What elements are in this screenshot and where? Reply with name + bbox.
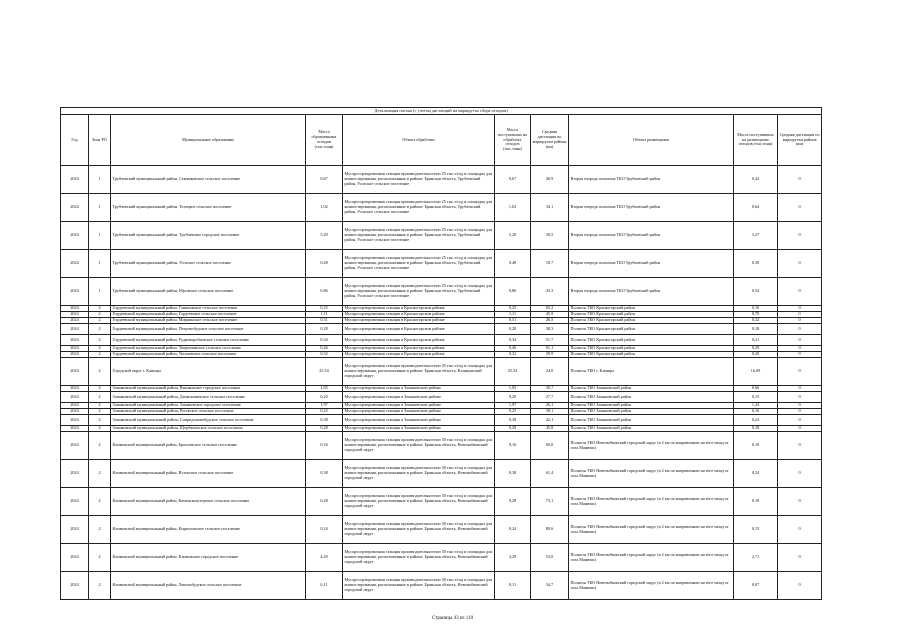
cell-mass-processing: 0,34 [495,335,531,346]
cell-year: 2024 [61,324,89,335]
cell-mass-placement: 0,42 [734,166,778,194]
cell-mass-generated: 0,34 [306,335,343,346]
cell-year: 2024 [61,222,89,250]
cell-municipality: Гордеевский муниципальный район, Мирнинское сельское поселение [111,318,306,324]
cell-mass-placement: 0,16 [734,409,778,415]
header-placement-distance: Средняя дистанция по маршрутам района (км) [778,115,822,166]
cell-processing-object: Мусоросортировочная станция производительностью 30 тыс.т/год и площадка для компостирования, расположенные в районе: Брянская область, Новозыбковский городской округ [343,432,495,460]
cell-year: 2024 [61,392,89,403]
cell-placement-distance: 0 [778,415,822,426]
cell-avg-distance: 61,1 [531,346,569,352]
cell-avg-distance: 42,1 [531,415,569,426]
cell-avg-distance: 65,2 [531,306,569,312]
cell-placement-distance: 0 [778,426,822,432]
cell-placement-distance: 0 [778,432,822,460]
cell-mass-processing: 0,28 [495,426,531,432]
cell-avg-distance: 24,0 [531,358,569,386]
cell-placement-distance: 0 [778,488,822,516]
table-row [61,392,822,403]
cell-placement-distance: 0 [778,352,822,358]
cell-mass-processing: 0,32 [495,352,531,358]
cell-placement-object: Вторая очередь полигона ТКО Трубчевский район [569,166,734,194]
cell-mass-processing: 0,11 [495,572,531,600]
cell-mass-processing: 0,38 [495,460,531,488]
cell-mass-processing: 1,05 [495,386,531,392]
table-title: Детализация потока (с учетом дистанций на маршрутах сбора отходов) [61,108,822,115]
header-mass-processing: Масса поступивших на обработку отходов (тыс.тонн) [495,115,531,166]
cell-placement-object: Полигон ТКО Злынковский район [569,409,734,415]
cell-processing-object: Мусоросортировочная станция в Злынковском районе [343,392,495,403]
cell-placement-object: Полигон ТКО Красногорский район [569,346,734,352]
table-row [61,335,822,346]
cell-mass-processing: 1,02 [495,194,531,222]
cell-year: 2024 [61,426,89,432]
header-zone: Зона РО [89,115,111,166]
page-number: Страница 43 из 110 [431,616,474,621]
cell-zone: 2 [89,572,111,600]
cell-mass-placement: 16,09 [734,358,778,386]
cell-placement-object: Полигон ТКО Злынковский район [569,386,734,392]
cell-year: 2024 [61,306,89,312]
cell-mass-processing: 0,24 [495,516,531,544]
cell-placement-object: Полигон ТКО Новозыбковский городской округ (в 2 км по направлению на юго-запад от села Манюки) [569,488,734,516]
cell-placement-distance: 0 [778,335,822,346]
cell-mass-processing: 0,25 [495,306,531,312]
cell-year: 2024 [61,432,89,460]
table-row [61,516,822,544]
cell-mass-generated: 0,25 [306,306,343,312]
cell-mass-placement: 0,15 [734,516,778,544]
cell-placement-object: Вторая очередь полигона ТКО Трубчевский район [569,222,734,250]
cell-avg-distance: 73,1 [531,488,569,516]
cell-zone: 2 [89,346,111,352]
cell-zone: 2 [89,426,111,432]
cell-placement-object: Вторая очередь полигона ТКО Трубчевский район [569,278,734,306]
table-row [61,460,822,488]
cell-placement-distance: 0 [778,516,822,544]
table-row [61,488,822,516]
cell-placement-distance: 0 [778,544,822,572]
header-avg-distance: Средняя дистанция по маршрутам района (км) [531,115,569,166]
cell-mass-placement: 0,70 [734,312,778,318]
cell-year: 2024 [61,415,89,426]
cell-processing-object: Мусоросортировочная станция производительностью 25 тыс.т/год и площадка для компостирования, расположенные в районе: Брянская область, Трубчевский район, Усохское сельское поселение [343,278,495,306]
cell-mass-placement: 2,71 [734,544,778,572]
cell-municipality: Гордеевский муниципальный район, Петровобудское сельское поселение [111,324,306,335]
cell-avg-distance: 34,1 [531,194,569,222]
header-row [61,115,822,166]
cell-zone: 2 [89,352,111,358]
cell-mass-processing: 4,29 [495,544,531,572]
cell-avg-distance: 61,4 [531,460,569,488]
cell-placement-distance: 0 [778,312,822,318]
cell-mass-processing: 0,28 [495,488,531,516]
cell-processing-object: Мусоросортировочная станция производительностью 30 тыс.т/год и площадка для компостирования, расположенные в районе: Брянская область, Новозыбковский городской округ [343,516,495,544]
cell-mass-generated: 0,48 [306,250,343,278]
cell-processing-object: Мусоросортировочная станция производительностью 45 тыс.т/год и площадка для компостирования, расположенные в районе: Брянская область, Клинцовский городской округ [343,358,495,386]
cell-municipality: Злынковский муниципальный район, Денисковичское сельское поселение [111,392,306,403]
cell-municipality: Климовский муниципальный район, Кирилловское сельское поселение [111,516,306,544]
cell-placement-distance: 0 [778,306,822,312]
cell-zone: 2 [89,415,111,426]
cell-placement-object: Полигон ТКО Новозыбковский городской округ (в 2 км по направлению на юго-запад от села Манюки) [569,460,734,488]
cell-mass-generated: 0,24 [306,516,343,544]
cell-year: 2024 [61,278,89,306]
cell-mass-processing: 1,11 [495,312,531,318]
cell-processing-object: Мусоросортировочная станция в Красногорском районе [343,324,495,335]
cell-processing-object: Мусоросортировочная станция производительностью 30 тыс.т/год и площадка для компостирования, расположенные в районе: Брянская область, Новозыбковский городской округ [343,544,495,572]
cell-mass-placement: 0,30 [734,250,778,278]
cell-municipality: Трубчевский муниципальный район, Семячковское сельское поселение [111,166,306,194]
cell-zone: 2 [89,386,111,392]
cell-municipality: Городской округ г. Клинцы [111,358,306,386]
cell-placement-distance: 0 [778,409,822,415]
cell-mass-generated: 0,67 [306,166,343,194]
cell-mass-processing: 0,46 [495,346,531,352]
cell-placement-object: Полигон ТКО Злынковский район [569,415,734,426]
cell-zone: 2 [89,335,111,346]
table-body [61,166,822,600]
cell-placement-object: Полигон ТКО Новозыбковский городской округ (в 2 км по направлению на юго-запад от села Манюки) [569,516,734,544]
cell-placement-object: Полигон ТКО г. Клинцы [569,358,734,386]
cell-year: 2024 [61,318,89,324]
cell-placement-distance: 0 [778,318,822,324]
cell-municipality: Злынковский муниципальный район, Злынковское городское поселение [111,403,306,409]
cell-mass-placement: 0,21 [734,335,778,346]
cell-placement-object: Полигон ТКО Красногорский район [569,318,734,324]
table-row [61,572,822,600]
cell-year: 2024 [61,250,89,278]
cell-processing-object: Мусоросортировочная станция в Красногорском районе [343,318,495,324]
cell-processing-object: Мусоросортировочная станция в Злынковском районе [343,403,495,409]
cell-mass-generated: 0,28 [306,426,343,432]
cell-processing-object: Мусоросортировочная станция производительностью 25 тыс.т/год и площадка для компостирования, расположенные в районе: Брянская область, Трубчевский район, Усохское сельское поселение [343,250,495,278]
cell-placement-distance: 0 [778,194,822,222]
cell-mass-processing: 0,20 [495,392,531,403]
cell-municipality: Гордеевский муниципальный район, Уношевское сельское поселение [111,352,306,358]
cell-mass-generated: 0,28 [306,324,343,335]
table-row [61,415,822,426]
cell-year: 2024 [61,194,89,222]
cell-municipality: Климовский муниципальный район, Климовское городское поселение [111,544,306,572]
cell-placement-distance: 0 [778,278,822,306]
cell-placement-object: Полигон ТКО Новозыбковский городской округ (в 2 км по направлению на юго-запад от села Манюки) [569,544,734,572]
cell-avg-distance: 18,7 [531,250,569,278]
cell-avg-distance: 26,1 [531,403,569,409]
cell-avg-distance: 40,9 [531,166,569,194]
table-row [61,194,822,222]
cell-mass-generated: 0,51 [306,318,343,324]
cell-placement-object: Вторая очередь полигона ТКО Трубчевский район [569,194,734,222]
cell-mass-generated: 0,28 [306,488,343,516]
cell-mass-placement: 0,66 [734,386,778,392]
cell-mass-placement: 0,16 [734,306,778,312]
cell-zone: 2 [89,312,111,318]
cell-zone: 2 [89,432,111,460]
table-row [61,544,822,572]
cell-processing-object: Мусоросортировочная станция в Красногорском районе [343,346,495,352]
cell-avg-distance: 45,9 [531,312,569,318]
cell-mass-generated: 0,32 [306,352,343,358]
cell-processing-object: Мусоросортировочная станция производительностью 25 тыс.т/год и площадка для компостирования, расположенные в районе: Брянская область, Трубчевский район, Усохское сельское поселение [343,166,495,194]
table-row [61,250,822,278]
cell-placement-object: Полигон ТКО Красногорский район [569,306,734,312]
cell-municipality: Климовский муниципальный район, Лакомобудское сельское поселение [111,572,306,600]
cell-municipality: Климовский муниципальный район, Истопское сельское поселение [111,460,306,488]
cell-processing-object: Мусоросортировочная станция в Красногорском районе [343,306,495,312]
cell-placement-distance: 0 [778,250,822,278]
cell-mass-processing: 5,20 [495,222,531,250]
cell-placement-distance: 0 [778,222,822,250]
cell-municipality: Трубчевский муниципальный район, Трубчевское городское поселение [111,222,306,250]
cell-placement-object: Полигон ТКО Красногорский район [569,324,734,335]
cell-mass-generated: 5,20 [306,222,343,250]
cell-municipality: Климовский муниципальный район, Брахловское сельское поселение [111,432,306,460]
cell-year: 2024 [61,544,89,572]
table-row [61,358,822,386]
cell-zone: 2 [89,516,111,544]
cell-mass-placement: 0,32 [734,318,778,324]
cell-placement-distance: 0 [778,460,822,488]
cell-year: 2024 [61,346,89,352]
cell-avg-distance: 51,7 [531,335,569,346]
cell-mass-processing: 0,51 [495,318,531,324]
cell-mass-processing: 0,16 [495,432,531,460]
cell-mass-placement: 0,24 [734,415,778,426]
header-mass-placement: Масса поступивших на размещение отходов (тыс.тонн) [734,115,778,166]
cell-mass-placement: 0,20 [734,352,778,358]
cell-mass-generated: 4,29 [306,544,343,572]
cell-avg-distance: 80,6 [531,516,569,544]
cell-avg-distance: 53,0 [531,544,569,572]
cell-mass-placement: 0,13 [734,392,778,403]
cell-placement-object: Полигон ТКО Красногорский район [569,312,734,318]
cell-placement-object: Полигон ТКО Злынковский район [569,403,734,409]
cell-municipality: Трубчевский муниципальный район, Юровское сельское поселение [111,278,306,306]
cell-zone: 2 [89,544,111,572]
cell-year: 2024 [61,335,89,346]
cell-placement-distance: 0 [778,358,822,386]
table-row [61,278,822,306]
cell-mass-generated: 1,11 [306,312,343,318]
header-mass-generated: Масса образованных отходов (тыс.тонн) [306,115,343,166]
cell-year: 2024 [61,516,89,544]
cell-mass-placement: 0,64 [734,194,778,222]
cell-zone: 1 [89,222,111,250]
table-row [61,432,822,460]
header-processing-object: Объект обработки [343,115,495,166]
cell-year: 2024 [61,312,89,318]
cell-mass-generated: 1,97 [306,403,343,409]
cell-avg-distance: 43,3 [531,278,569,306]
cell-zone: 1 [89,194,111,222]
cell-processing-object: Мусоросортировочная станция производительностью 25 тыс.т/год и площадка для компостирования, расположенные в районе: Брянская область, Трубчевский район, Усохское сельское поселение [343,194,495,222]
cell-zone: 2 [89,409,111,415]
cell-municipality: Трубчевский муниципальный район, Телецкое сельское поселение [111,194,306,222]
cell-mass-processing: 0,25 [495,409,531,415]
header-year: Год [61,115,89,166]
cell-placement-object: Вторая очередь полигона ТКО Трубчевский район [569,250,734,278]
cell-zone: 2 [89,306,111,312]
cell-zone: 2 [89,460,111,488]
cell-processing-object: Мусоросортировочная станция в Злынковском районе [343,426,495,432]
cell-municipality: Злынковский муниципальный район, Роговское сельское поселение [111,409,306,415]
cell-avg-distance: 60,0 [531,432,569,460]
cell-zone: 1 [89,278,111,306]
cell-mass-placement: 0,24 [734,460,778,488]
cell-avg-distance: 27,7 [531,392,569,403]
cell-avg-distance: 34,7 [531,572,569,600]
cell-mass-processing: 0,67 [495,166,531,194]
cell-mass-placement: 0,18 [734,488,778,516]
cell-mass-generated: 1,05 [306,386,343,392]
cell-avg-distance: 39,9 [531,352,569,358]
cell-processing-object: Мусоросортировочная станция в Красногорском районе [343,335,495,346]
cell-mass-processing: 0,28 [495,324,531,335]
cell-municipality: Трубчевский муниципальный район, Усохское сельское поселение [111,250,306,278]
cell-zone: 2 [89,358,111,386]
cell-zone: 1 [89,250,111,278]
cell-mass-generated: 1,02 [306,194,343,222]
cell-processing-object: Мусоросортировочная станция производительностью 30 тыс.т/год и площадка для компостирования, расположенные в районе: Брянская область, Новозыбковский городской округ [343,488,495,516]
cell-zone: 2 [89,324,111,335]
cell-avg-distance: 45,8 [531,426,569,432]
cell-municipality: Гордеевский муниципальный район, Глинновское сельское поселение [111,306,306,312]
cell-municipality: Гордеевский муниципальный район, Творишинское сельское поселение [111,346,306,352]
cell-mass-processing: 25,54 [495,358,531,386]
cell-zone: 2 [89,318,111,324]
cell-year: 2024 [61,572,89,600]
cell-year: 2024 [61,166,89,194]
cell-placement-distance: 0 [778,324,822,335]
cell-placement-distance: 0 [778,346,822,352]
cell-mass-generated: 0,38 [306,460,343,488]
cell-year: 2024 [61,352,89,358]
cell-placement-object: Полигон ТКО Новозыбковский городской округ (в 2 км по направлению на юго-запад от села Манюки) [569,572,734,600]
cell-mass-generated: 25,54 [306,358,343,386]
cell-year: 2024 [61,386,89,392]
cell-mass-placement: 0,10 [734,432,778,460]
cell-placement-distance: 0 [778,166,822,194]
cell-year: 2024 [61,409,89,415]
cell-mass-generated: 0,20 [306,392,343,403]
cell-year: 2024 [61,403,89,409]
cell-placement-object: Полигон ТКО Злынковский район [569,392,734,403]
cell-year: 2024 [61,358,89,386]
cell-mass-generated: 0,16 [306,432,343,460]
table-row [61,166,822,194]
cell-zone: 2 [89,392,111,403]
cell-zone: 2 [89,488,111,516]
cell-year: 2024 [61,460,89,488]
cell-avg-distance: 38,3 [531,324,569,335]
cell-zone: 2 [89,403,111,409]
cell-mass-processing: 1,97 [495,403,531,409]
cell-placement-object: Полигон ТКО Новозыбковский городской округ (в 2 км по направлению на юго-запад от села Манюки) [569,432,734,460]
cell-municipality: Гордеевский муниципальный район, Рудневоробьевское сельское поселение [111,335,306,346]
table-row [61,222,822,250]
cell-mass-placement: 0,18 [734,426,778,432]
cell-mass-processing: 0,86 [495,278,531,306]
cell-placement-object: Полигон ТКО Злынковский район [569,426,734,432]
cell-municipality: Злынковский муниципальный район, Щербиничское сельское поселение [111,426,306,432]
cell-mass-placement: 3,27 [734,222,778,250]
cell-mass-generated: 0,11 [306,572,343,600]
cell-zone: 1 [89,166,111,194]
cell-mass-placement: 0,18 [734,324,778,335]
cell-municipality: Злынковский муниципальный район, Спиридоновобудское сельское поселение [111,415,306,426]
cell-avg-distance: 30,5 [531,222,569,250]
cell-avg-distance: 26,5 [531,318,569,324]
cell-mass-placement: 0,07 [734,572,778,600]
cell-mass-processing: 0,38 [495,415,531,426]
cell-processing-object: Мусоросортировочная станция производительностью 30 тыс.т/год и площадка для компостирования, расположенные в районе: Брянская область, Новозыбковский городской округ [343,572,495,600]
header-placement-object: Объект размещения [569,115,734,166]
cell-municipality: Гордеевский муниципальный район, Гордеевское сельское поселение [111,312,306,318]
flow-detail-table [60,107,822,600]
cell-mass-placement: 1,24 [734,403,778,409]
cell-processing-object: Мусоросортировочная станция в Красногорском районе [343,312,495,318]
cell-avg-distance: 39,1 [531,409,569,415]
cell-processing-object: Мусоросортировочная станция в Злынковском районе [343,415,495,426]
cell-mass-generated: 0,46 [306,346,343,352]
cell-year: 2024 [61,488,89,516]
cell-processing-object: Мусоросортировочная станция производительностью 30 тыс.т/год и площадка для компостирования, расположенные в районе: Брянская область, Новозыбковский городской округ [343,460,495,488]
header-municipality: Муниципальное образование [111,115,306,166]
cell-placement-object: Полигон ТКО Красногорский район [569,352,734,358]
cell-mass-placement: 0,54 [734,278,778,306]
cell-placement-distance: 0 [778,392,822,403]
cell-processing-object: Мусоросортировочная станция в Злынковском районе [343,386,495,392]
cell-mass-placement: 0,29 [734,346,778,352]
cell-mass-generated: 0,86 [306,278,343,306]
cell-processing-object: Мусоросортировочная станция производительностью 25 тыс.т/год и площадка для компостирования, расположенные в районе: Брянская область, Трубчевский район, Усохское сельское поселение [343,222,495,250]
cell-municipality: Климовский муниципальный район, Каменскохуторское сельское поселение [111,488,306,516]
cell-placement-distance: 0 [778,386,822,392]
cell-placement-object: Полигон ТКО Красногорский район [569,335,734,346]
cell-processing-object: Мусоросортировочная станция в Красногорском районе [343,352,495,358]
cell-mass-generated: 0,25 [306,409,343,415]
cell-mass-generated: 0,38 [306,415,343,426]
table-row [61,324,822,335]
cell-mass-processing: 0,48 [495,250,531,278]
cell-placement-distance: 0 [778,572,822,600]
cell-municipality: Злынковский муниципальный район, Вышковское городское поселение [111,386,306,392]
cell-placement-distance: 0 [778,403,822,409]
cell-avg-distance: 30,7 [531,386,569,392]
cell-processing-object: Мусоросортировочная станция в Злынковском районе [343,409,495,415]
